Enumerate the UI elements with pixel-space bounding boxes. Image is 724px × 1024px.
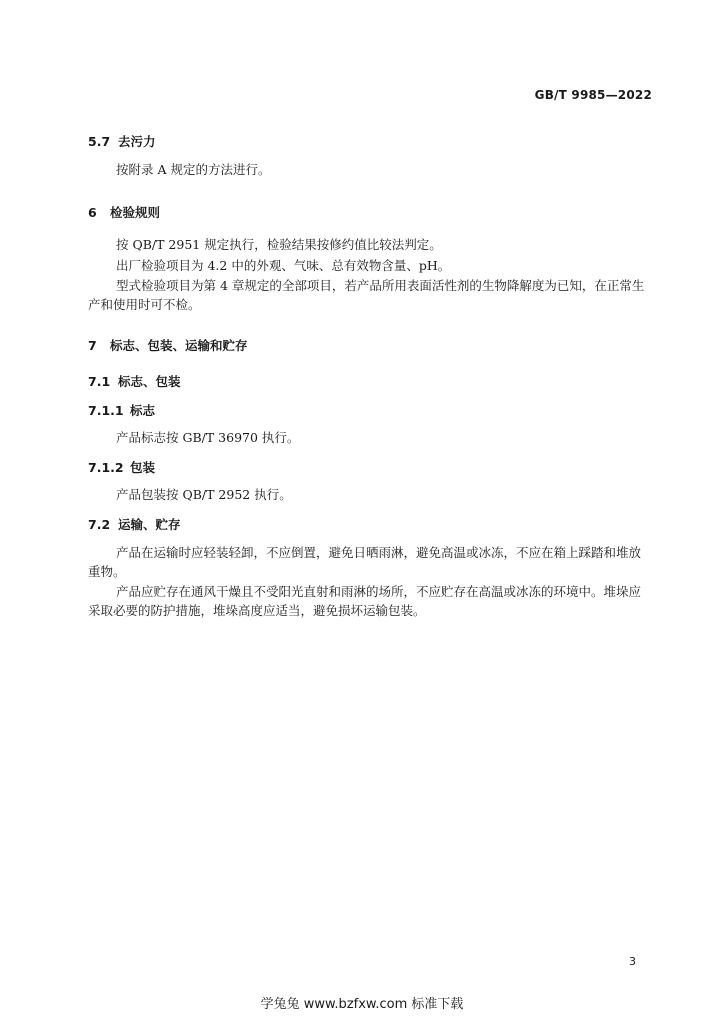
section-number: 7.1 (88, 374, 111, 389)
page-number: 3 (629, 955, 636, 968)
section-7-1-1-heading (88, 401, 155, 419)
section-6-heading (88, 203, 160, 221)
section-number: 7.1.1 (88, 403, 124, 418)
section-5-7-text: 按附录 A 规定的方法进行。 (116, 162, 271, 177)
section-7-1-heading (88, 372, 181, 390)
section-number: 5.7 (88, 134, 111, 149)
section-7-2-paragraph-2: 产品应贮存在通风干燥且不受阳光直射和雨淋的场所，不应贮存在高温或冰冻的环境中。堆垛应采取必要的防护措施，堆垛高度应适当，避免损坏运输包装。 (88, 584, 642, 618)
section-7-1-2-text: 产品包装按 QB/T 2952 执行。 (116, 487, 292, 502)
section-6-paragraph-2: 出厂检验项目为 4.2 中的外观、气味、总有效物含量、pH。 (116, 258, 451, 273)
section-title: 检验规则 (110, 205, 161, 220)
section-title: 包装 (130, 460, 156, 475)
section-title: 标志、包装、运输和贮存 (110, 338, 248, 353)
section-5-7-heading (88, 132, 156, 150)
section-6-paragraph-3: 型式检验项目为第 4 章规定的全部项目，若产品所用表面活性剂的生物降解度为已知，在正常生产和使用时可不检。 (88, 278, 645, 312)
section-number: 7.2 (88, 517, 111, 532)
section-title: 标志 (130, 403, 156, 418)
standard-number: GB/T 9985—2022 (534, 88, 652, 102)
section-number: 6 (88, 205, 97, 220)
section-7-2-paragraph-1: 产品在运输时应轻装轻卸，不应倒置，避免日晒雨淋，避免高温或冰冻，不应在箱上踩踏和堆放重物。 (88, 545, 642, 579)
section-7-heading (88, 336, 248, 354)
section-title: 去污力 (118, 134, 156, 149)
footer-watermark: 学兔兔 www.bzfxw.com 标准下载 (260, 997, 464, 1012)
section-6-paragraph-1: 按 QB/T 2951 规定执行，检验结果按修约值比较法判定。 (116, 237, 442, 252)
section-7-1-1-text: 产品标志按 GB/T 36970 执行。 (116, 430, 300, 445)
section-number: 7.1.2 (88, 460, 124, 475)
section-number: 7 (88, 338, 97, 353)
section-title: 标志、包装 (118, 374, 181, 389)
section-7-1-2-heading (88, 458, 155, 476)
section-title: 运输、贮存 (118, 517, 181, 532)
section-7-2-heading (88, 515, 181, 533)
